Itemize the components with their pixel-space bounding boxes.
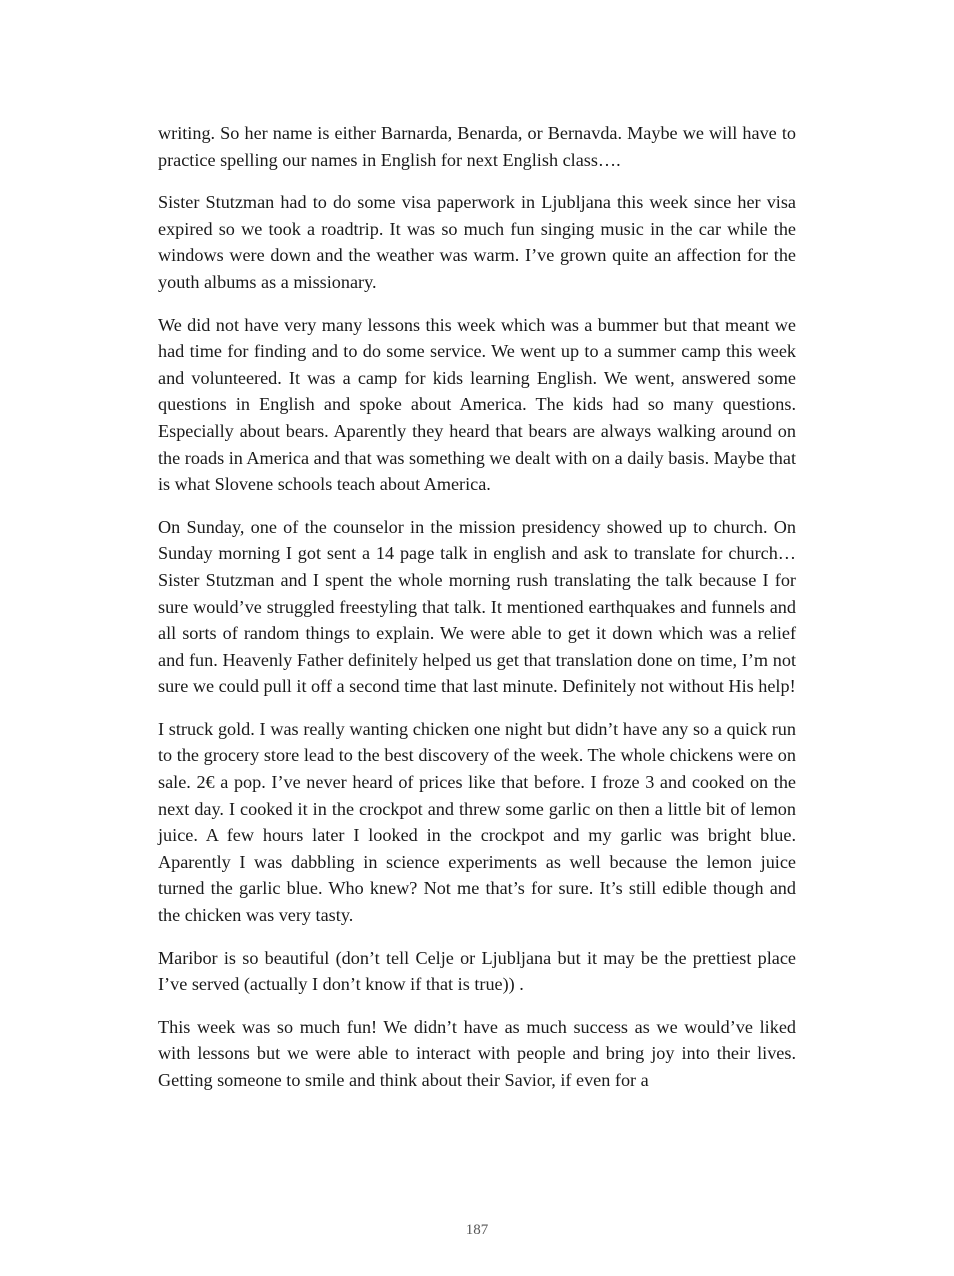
page-number: 187	[465, 1222, 489, 1238]
paragraph-roadtrip: Sister Stutzman had to do some visa paperwork in Ljubljana this week since her visa expired so we took a roadtrip. It was so much fun singing music in the car while the windows were down and the weather was warm. I’ve grown quite an affection for the youth albums as a missionary.	[158, 192, 796, 292]
page-body	[158, 120, 796, 1110]
paragraph-sunday-translation: On Sunday, one of the counselor in the mission presidency showed up to church. On Sunday morning I got sent a 14 page talk in english and ask to translate for church… Sister Stutzman and I spent the whole morning rush translating the talk because I for sure would’ve struggled freestyling that talk. It mentioned earthquakes and funnels and all sorts of random things to explain. We were able to get it down which was a relief and fun. Heavenly Father definitely helped us get that translation done on time, I’m not sure we could pull it off a second time that last minute. Definitely not without His help!	[158, 516, 796, 697]
paragraph-maribor: Maribor is so beautiful (don’t tell Celje or Ljubljana but it may be the prettiest place I’ve served (actually I don’t know if that is true)) .	[158, 947, 796, 995]
paragraph-week-summary: This week was so much fun! We didn’t have as much success as we would’ve liked with lessons but we were able to interact with people and bring joy into their lives. Getting someone to smile and think about their Savior, if even for a	[158, 1016, 796, 1090]
paragraph-summer-camp: We did not have very many lessons this week which was a bummer but that meant we had time for finding and to do some service. We went up to a summer camp this week and volunteered. It was a camp for kids learning English. We went, answered some questions in English and spoke about America. The kids had so many questions. Especially about bears. Aparently they heard that bears are always walking around on the roads in America and that was something we dealt with on a daily basis. Maybe that is what Slovene schools teach about America.	[158, 314, 796, 495]
paragraph-name-spelling: writing. So her name is either Barnarda, Benarda, or Bernavda. Maybe we will have to practice spelling our names in English for next English class….	[158, 123, 796, 170]
paragraph-chicken-discovery: I struck gold. I was really wanting chicken one night but didn’t have any so a quick run to the grocery store lead to the best discovery of the week. The whole chickens were on sale. 2€ a pop. I’ve never heard of prices like that before. I froze 3 and cooked on the next day. I cooked it in the crockpot and threw some garlic on then a little bit of lemon juice. A few hours later I looked in the crockpot and my garlic was bright blue. Aparently I was dabbling in science experiments as well because the lemon juice turned the garlic blue. Who knew? Not me that’s for sure. It’s still edible though and the chicken was very tasty.	[158, 718, 796, 926]
